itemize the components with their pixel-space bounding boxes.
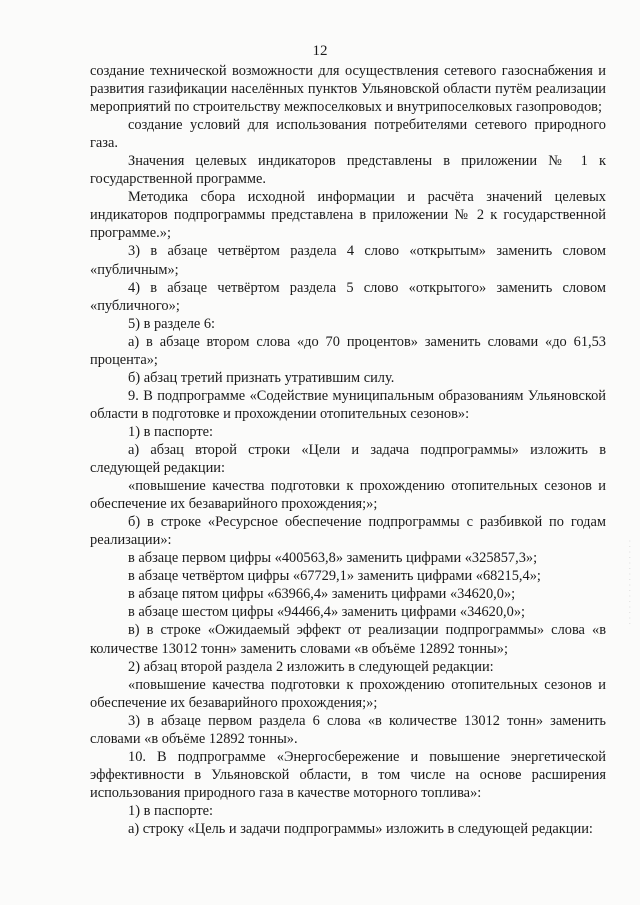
paragraph: в абзаце четвёртом цифры «67729,1» заменить цифрами «68215,4»; [128, 568, 541, 585]
paragraph: создание условий для использования потребителями сетевого природного газа. [90, 117, 606, 152]
paragraph: в абзаце первом цифры «400563,8» заменить цифрами «325857,3»; [128, 550, 538, 567]
paragraph: а) абзац второй строки «Цели и задача подпрограммы» изложить в следующей редакции: [90, 441, 606, 477]
paragraph: Значения целевых индикаторов представлены в приложении № 1 к государственной программе. [90, 153, 606, 188]
page-number: 12 [312, 43, 328, 59]
paragraph: 3) в абзаце четвёртом раздела 4 слово «открытым» заменить словом «публичным»; [90, 243, 606, 278]
paragraph: 10. В подпрограмме «Энергосбережение и повышение энергетической эффективности в Ульяновской области, в том числе на основе расширения использования природного газа в качестве моторного топлива»: [90, 748, 606, 801]
paragraph: «повышение качества подготовки к прохождению отопительных сезонов и обеспечение их безаварийного прохождения;»; [90, 478, 606, 513]
paragraph: в абзаце пятом цифры «63966,4» заменить цифрами «34620,0»; [128, 586, 516, 603]
paragraph: б) абзац третий признать утратившим силу. [128, 369, 395, 386]
paragraph: б) в строке «Ресурсное обеспечение подпрограммы с разбивкой по годам реализации»: [90, 514, 606, 549]
paragraph: 3) в абзаце первом раздела 6 слова «в количестве 13012 тонн» заменить словами «в объёме 12892 тонны». [90, 712, 606, 747]
paragraph: 5) в разделе 6: [128, 315, 216, 332]
margin-scan-mark: · · · · · · · · · · · · · · · · [626, 540, 632, 626]
paragraph: а) строку «Цель и задачи подпрограммы» изложить в следующей редакции: [128, 820, 593, 837]
paragraph: Методика сбора исходной информации и расчёта значений целевых индикаторов подпрограммы представлена в приложении № 2 к государственной программе.»; [90, 189, 606, 242]
document-body [90, 62, 606, 838]
paragraph: 1) в паспорте: [128, 423, 214, 440]
paragraph: а) в абзаце втором слова «до 70 процентов» заменить словами «до 61,53 процента»; [90, 333, 606, 368]
paragraph: 1) в паспорте: [128, 802, 214, 819]
paragraph: 9. В подпрограмме «Содействие муниципальным образованиям Ульяновской области в подготовке и прохождении отопительных сезонов»: [90, 387, 606, 422]
paragraph: в) в строке «Ожидаемый эффект от реализации подпрограммы» слова «в количестве 13012 тонн» заменить словами «в объёме 12892 тонны»; [90, 622, 606, 657]
paragraph: создание технической возможности для осуществления сетевого газоснабжения и развития газификации населённых пунктов Ульяновской области путём реализации мероприятий по строительству межпоселковых и внутрипоселковых газопроводов; [90, 63, 606, 116]
paragraph: 2) абзац второй раздела 2 изложить в следующей редакции: [128, 658, 494, 675]
paragraph: в абзаце шестом цифры «94466,4» заменить цифрами «34620,0»; [128, 604, 526, 621]
paragraph: 4) в абзаце четвёртом раздела 5 слово «открытого» заменить словом «публичного»; [90, 279, 606, 314]
paragraph: «повышение качества подготовки к прохождению отопительных сезонов и обеспечение их безаварийного прохождения;»; [90, 676, 606, 711]
